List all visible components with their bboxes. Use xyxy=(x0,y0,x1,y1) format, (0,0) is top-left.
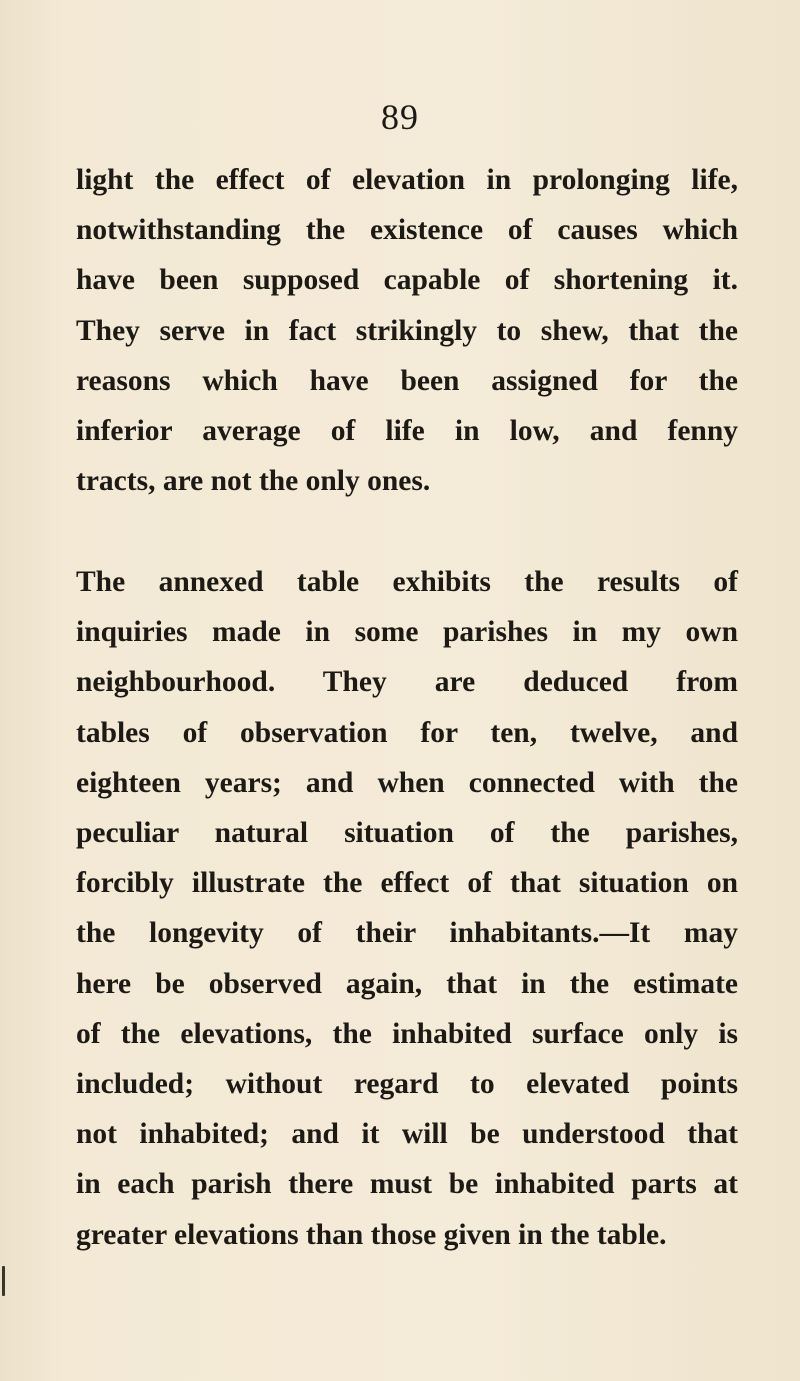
paragraph-1 xyxy=(76,155,738,506)
margin-mark xyxy=(2,1266,5,1296)
text-line: included; without regard to elevated points xyxy=(76,1068,738,1101)
text-line: They serve in fact strikingly to shew, that the xyxy=(76,314,738,347)
text-line: neighbourhood. They are deduced from xyxy=(76,666,738,699)
text-line: not inhabited; and it will be understood that xyxy=(76,1118,738,1151)
text-line: have been supposed capable of shortening it. xyxy=(76,264,738,297)
text-line: tables of observation for ten, twelve, and xyxy=(76,716,738,749)
text-line: light the effect of elevation in prolonging life, xyxy=(76,164,738,196)
text-line: greater elevations than those given in the table. xyxy=(76,1218,667,1251)
text-line: here be observed again, that in the estimate xyxy=(76,967,738,1000)
text-line: eighteen years; and when connected with the xyxy=(76,766,738,799)
text-line: notwithstanding the existence of causes which xyxy=(76,214,738,247)
text-line: forcibly illustrate the effect of that situation on xyxy=(76,867,738,900)
page-number: 89 xyxy=(381,97,419,137)
paragraph-2 xyxy=(76,557,738,1260)
text-line: in each parish there must be inhabited parts at xyxy=(76,1168,738,1201)
text-line: peculiar natural situation of the parishes, xyxy=(76,817,738,850)
text-line: The annexed table exhibits the results of xyxy=(76,566,738,598)
text-line: tracts, are not the only ones. xyxy=(76,465,431,498)
text-line: reasons which have been assigned for the xyxy=(76,364,738,397)
text-line: inferior average of life in low, and fenny xyxy=(76,415,738,448)
text-line: the longevity of their inhabitants.—It may xyxy=(76,917,738,950)
text-line: of the elevations, the inhabited surface only is xyxy=(76,1017,738,1050)
text-line: inquiries made in some parishes in my own xyxy=(76,616,738,649)
